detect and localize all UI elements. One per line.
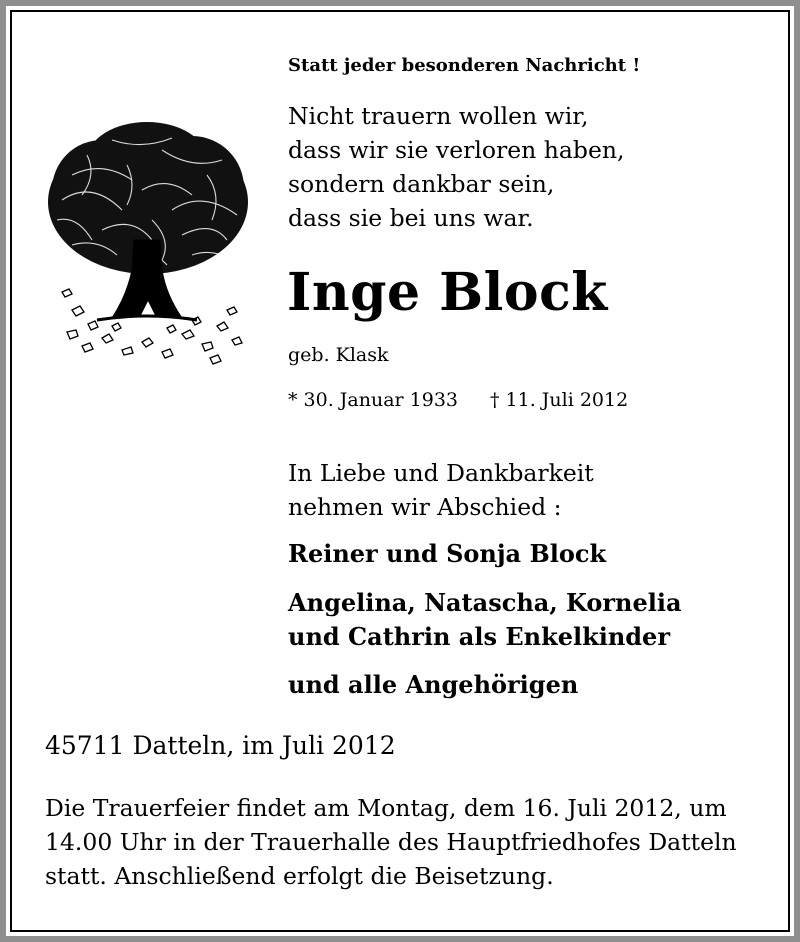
mourner-line: Reiner und Sonja Block	[288, 539, 607, 568]
service-line: 14.00 Uhr in der Trauerhalle des Hauptfriedhofes Datteln	[45, 828, 737, 856]
place-date: 45711 Datteln, im Juli 2012	[45, 731, 396, 760]
maiden-name: geb. Klask	[288, 344, 389, 366]
farewell-line: In Liebe und Dankbarkeit	[288, 459, 594, 487]
poem-line: sondern dankbar sein,	[288, 170, 555, 198]
poem	[288, 99, 624, 235]
mourner-line: und Cathrin als Enkelkinder	[288, 622, 670, 651]
funeral-service-text	[45, 791, 737, 893]
deceased-name: Inge Block	[287, 262, 608, 323]
farewell-text	[288, 456, 594, 524]
birth-date: * 30. Januar 1933	[288, 389, 459, 411]
poem-line: Nicht trauern wollen wir,	[288, 102, 589, 130]
poem-line: dass sie bei uns war.	[288, 204, 534, 232]
mourner-group	[288, 539, 606, 568]
tree-with-falling-leaves-icon	[42, 120, 254, 368]
poem-line: dass wir sie verloren haben,	[288, 136, 625, 164]
service-line: Die Trauerfeier findet am Montag, dem 16. Juli 2012, um	[45, 794, 727, 822]
mourner-group	[288, 586, 682, 654]
mourner-group	[288, 670, 578, 699]
mourner-line: Angelina, Natascha, Kornelia	[288, 588, 682, 617]
farewell-line: nehmen wir Abschied :	[288, 493, 562, 521]
intro-line: Statt jeder besonderen Nachricht !	[288, 55, 641, 76]
mourner-line: und alle Angehörigen	[288, 670, 579, 699]
service-line: statt. Anschließend erfolgt die Beisetzung.	[45, 862, 554, 890]
death-date: † 11. Juli 2012	[490, 389, 629, 411]
